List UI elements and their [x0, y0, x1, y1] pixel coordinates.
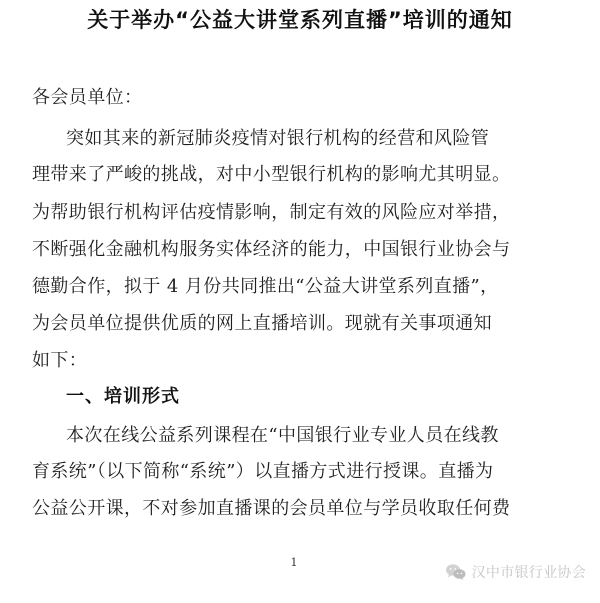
- paragraph-line: 不断强化金融机构服务实体经济的能力，中国银行业协会与: [32, 239, 511, 260]
- paragraph-line: 理带来了严峻的挑战，对中小型银行机构的影响尤其明显。: [32, 164, 511, 185]
- paragraph-line: 为会员单位提供优质的网上直播培训。现就有关事项通知: [32, 313, 492, 334]
- paragraph-line: 育系统”（以下简称“系统”）以直播方式进行授课。直播为: [32, 461, 494, 482]
- paragraph-line: 如下：: [32, 350, 88, 371]
- salutation: 各会员单位：: [32, 87, 143, 108]
- watermark-text: 汉中市银行业协会: [471, 565, 586, 581]
- paragraph-line: 为帮助银行机构评估疫情影响，制定有效的风险应对举措，: [32, 202, 511, 223]
- document-title: 关于举办“公益大讲堂系列直播”培训的通知: [87, 8, 513, 32]
- paragraph-line: 德勤合作，拟于 4 月份共同推出“公益大讲堂系列直播”，: [32, 276, 499, 297]
- section-heading: 一、培训形式: [66, 386, 180, 407]
- watermark: [445, 562, 586, 582]
- wechat-icon: [445, 563, 467, 581]
- paragraph-line: 本次在线公益系列课程在“中国银行业专业人员在线教: [66, 425, 499, 446]
- paragraph-line: 突如其来的新冠肺炎疫情对银行机构的经营和风险管: [66, 128, 490, 149]
- page-number: 1: [290, 556, 298, 569]
- paragraph-line: 公益公开课，不对参加直播课的会员单位与学员收取任何费: [32, 498, 511, 519]
